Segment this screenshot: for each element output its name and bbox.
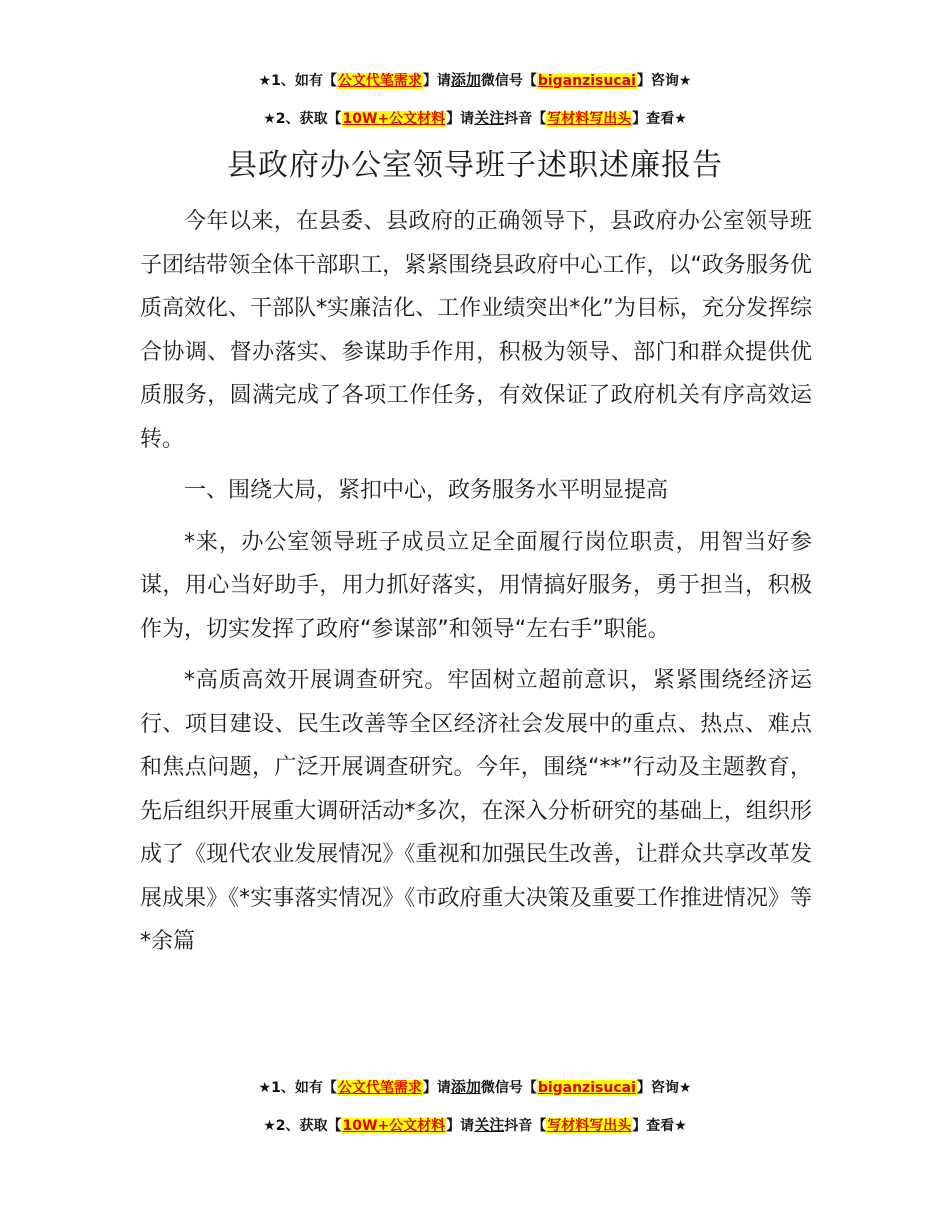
body-paragraph: *来，办公室领导班子成员立足全面履行岗位职责，用智当好参谋，用心当好助手，用力抓好落实，用情搞好服务，勇于担当，积极作为，切实发挥了政府“参谋部”和领导“左右手”职能。 xyxy=(140,529,812,642)
banner-highlight: 公文代笔需求 xyxy=(337,73,422,89)
banner-highlight: 写材料写出头 xyxy=(547,1118,632,1134)
banner-text: 抖音【 xyxy=(504,1118,547,1134)
banner-text: 】咨询★ xyxy=(636,73,692,89)
banner-text: 】咨询★ xyxy=(636,1080,692,1096)
banner-emphasis: 关注 xyxy=(474,109,505,127)
banner-emphasis: 关注 xyxy=(474,1116,505,1134)
banner-text: 抖音【 xyxy=(504,111,547,127)
banner-text: 】查看★ xyxy=(632,111,687,127)
banner-text: 微信号【 xyxy=(480,1080,537,1096)
banner-text: ★1、如有【 xyxy=(258,73,337,89)
body-paragraph: 今年以来，在县委、县政府的正确领导下，县政府办公室领导班子团结带领全体干部职工，紧紧围绕县政府中心工作，以“政务服务优质高效化、干部队*实廉洁化、工作业绩突出*化”为目标，充分发挥综合协调、督办落实、参谋助手作用，积极为领导、部门和群众提供优质服务，圆满完成了各项工作任务，有效保证了政府机关有序高效运转。 xyxy=(140,209,812,452)
banner-highlight: 10W+公文材料 xyxy=(342,111,446,127)
body-paragraph: *高质高效开展调查研究。牢固树立超前意识，紧紧围绕经济运行、项目建设、民生改善等全区经济社会发展中的重点、热点、难点和焦点问题，广泛开展调查研究。今年，围绕“**”行动及主题教育，先后组织开展重大调研活动*多次，在深入分析研究的基础上，组织形成了《现代农业发展情况》《重视和加强民生改善，让群众共享改革发展成果》《*实事落实情况》《市政府重大决策及重要工作推进情况》等*余篇 xyxy=(140,668,812,954)
section-heading: 一、围绕大局，紧扣中心，政务服务水平明显提高 xyxy=(184,478,669,503)
banner-text: 】请 xyxy=(422,1080,451,1096)
banner-text: 】请 xyxy=(446,111,475,127)
banner-text: 】请 xyxy=(422,73,451,89)
banner-text: ★2、获取【 xyxy=(263,1118,342,1134)
banner-text: 】查看★ xyxy=(632,1118,687,1134)
banner-text: 微信号【 xyxy=(480,73,537,89)
banner-highlight: 公文代笔需求 xyxy=(337,1080,422,1096)
banner-highlight: 10W+公文材料 xyxy=(342,1118,446,1134)
bottom-banner-line-2 xyxy=(0,1113,950,1138)
banner-text: 】请 xyxy=(446,1118,475,1134)
document-title: 县政府办公室领导班子述职述廉报告 xyxy=(227,148,723,183)
banner-highlight: 写材料写出头 xyxy=(547,111,632,127)
banner-emphasis: 添加 xyxy=(450,71,481,89)
banner-highlight: biganzisucai xyxy=(537,1080,636,1096)
document-body xyxy=(140,200,812,972)
top-banner-line-2 xyxy=(0,106,950,131)
banner-text: ★1、如有【 xyxy=(258,1080,337,1096)
banner-highlight: biganzisucai xyxy=(537,73,636,89)
banner-emphasis: 添加 xyxy=(450,1078,481,1096)
banner-text: ★2、获取【 xyxy=(263,111,342,127)
bottom-banner-line-1 xyxy=(0,1075,950,1100)
top-banner-line-1 xyxy=(0,68,950,93)
